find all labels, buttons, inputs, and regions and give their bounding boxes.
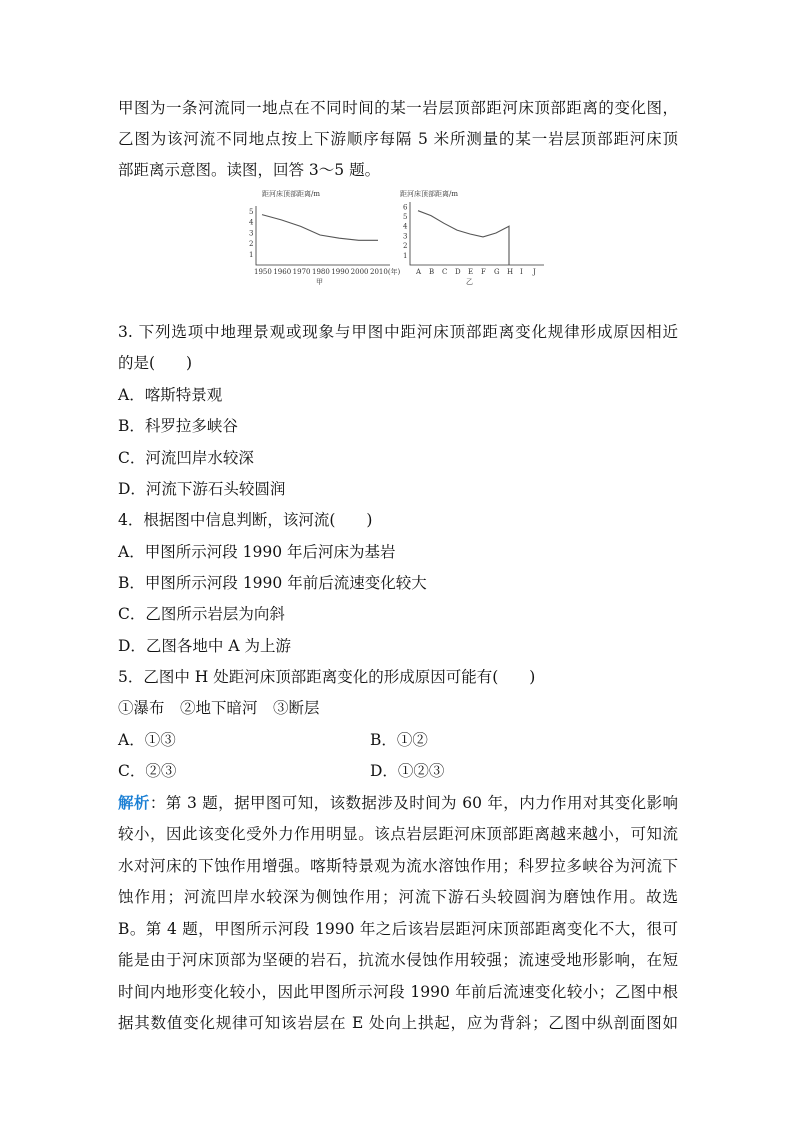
- chart-yi: [394, 186, 554, 286]
- q3-option-b: B．科罗拉多峡谷: [118, 417, 238, 435]
- intro-line-3: 部距离示意图。读图，回答 3～5 题。: [118, 161, 381, 179]
- analysis-line-5: B。第 4 题，甲图所示河段 1990 年之后该岩层距河床顶部距离变化不大，很可: [118, 920, 678, 938]
- chart-yi-x-tick-label: H: [507, 268, 514, 276]
- q4-option-d: D．乙图各地中 A 为上游: [118, 637, 291, 655]
- chart-jia-x-tick-label: 2010(年): [370, 268, 401, 276]
- q5-option-c: C．②③: [118, 762, 177, 780]
- chart-yi-x-tick-label: C: [442, 268, 448, 276]
- q5-option-b: B．①②: [370, 731, 428, 749]
- chart-yi-x-tick-label: J: [533, 268, 536, 276]
- q5-stem: 5．乙图中 H 处距河床顶部距离变化的形成原因可能有( ): [118, 668, 536, 686]
- chart-jia-x-tick-label: 1960: [273, 268, 292, 276]
- q4-option-a: A．甲图所示河段 1990 年后河床为基岩: [118, 543, 396, 561]
- intro-line-2: 乙图为该河流不同地点按上下游顺序每隔 5 米所测量的某一岩层顶部距河床顶: [118, 130, 678, 148]
- q4-option-b: B．甲图所示河段 1990 年前后流速变化较大: [118, 574, 427, 592]
- chart-yi-x-tick-label: G: [494, 268, 500, 276]
- chart-yi-x-tick-label: A: [416, 268, 422, 276]
- chart-yi-y-tick-label: 1: [403, 251, 408, 260]
- analysis-line-8: 据其数值变化规律可知该岩层在 E 处向上拱起，应为背斜；乙图中纵剖面图如: [118, 1014, 678, 1032]
- q4-stem: 4．根据图中信息判断，该河流( ): [118, 511, 373, 529]
- q5-statements: ①瀑布 ②地下暗河 ③断层: [118, 699, 320, 717]
- analysis-line-2: 较小，因此该变化受外力作用明显。该点岩层距河床顶部距离越来越小，可知流: [118, 825, 678, 843]
- chart-yi-x-ticks: [415, 268, 536, 276]
- chart-jia-y-tick-label: 5: [249, 207, 254, 216]
- chart-yi-x-tick-label: I: [520, 268, 523, 276]
- q4-option-c: C．乙图所示岩层为向斜: [118, 605, 285, 623]
- intro-line-1: 甲图为一条河流同一地点在不同时间的某一岩层顶部距河床顶部距离的变化图，: [118, 99, 678, 117]
- q3-option-c: C．河流凹岸水较深: [118, 449, 254, 467]
- chart-jia-x-tick-label: 1970: [292, 268, 311, 276]
- chart-yi-y-ticks: [403, 203, 408, 259]
- chart-jia-y-tick-label: 2: [249, 240, 254, 249]
- chart-yi-y-tick-label: 3: [403, 232, 408, 241]
- chart-yi-axes: [410, 202, 544, 265]
- analysis-label: 解析: [118, 793, 150, 812]
- chart-yi-y-tick-label: 5: [403, 213, 408, 222]
- chart-yi-y-tick-label: 4: [403, 222, 408, 231]
- chart-yi-x-tick-label: D: [455, 268, 461, 276]
- chart-jia-y-tick-label: 1: [249, 250, 254, 259]
- analysis-line-6: 能是由于河床顶部为坚硬的岩石，抗流水侵蚀作用较强；流速受地形影响，在短: [118, 951, 678, 969]
- chart-yi-y-tick-label: 2: [403, 242, 408, 251]
- chart-jia-x-tick-label: 1980: [312, 268, 330, 276]
- chart-jia-title: 距河床顶部距离/m: [262, 190, 320, 198]
- chart-jia-caption: 甲: [316, 278, 323, 286]
- chart-jia-x-tick-label: 2000: [350, 268, 369, 276]
- analysis-line-1: [118, 793, 678, 813]
- chart-yi-title: 距河床顶部距离/m: [400, 190, 458, 198]
- chart-yi-series-line: [418, 211, 509, 265]
- chart-yi-caption: 乙: [466, 278, 473, 286]
- analysis-line-4: 蚀作用；河流凹岸水较深为侧蚀作用；河流下游石头较圆润为磨蚀作用。故选: [118, 888, 678, 906]
- chart-yi-x-tick-label: B: [429, 268, 435, 276]
- chart-yi-y-tick-label: 6: [403, 203, 408, 212]
- chart-jia-series-line: [262, 215, 378, 241]
- chart-yi-svg: [394, 186, 554, 286]
- analysis-line-7: 时间内地形变化较小，因此甲图所示河段 1990 年前后流速变化较小；乙图中根: [118, 983, 678, 1001]
- chart-jia-x-ticks: [254, 267, 401, 276]
- chart-jia-svg: [240, 186, 408, 286]
- q3-option-a: A．喀斯特景观: [118, 386, 223, 404]
- chart-jia-y-tick-label: 3: [249, 229, 254, 238]
- analysis-line-1-text: ：第 3 题，据甲图可知，该数据涉及时间为 60 年，内力作用对其变化影响: [149, 794, 678, 812]
- q3-stem-line-2: 的是( ): [118, 354, 193, 372]
- chart-yi-x-tick-label: E: [468, 268, 474, 276]
- chart-jia-x-tick-label: 1950: [254, 268, 272, 276]
- chart-jia-x-tick-label: 1990: [331, 268, 350, 276]
- chart-jia-y-tick-label: 4: [249, 218, 254, 227]
- q3-option-d: D．河流下游石头较圆润: [118, 480, 286, 498]
- chart-jia-y-ticks: [249, 208, 254, 259]
- q5-option-d: D．①②③: [370, 762, 445, 780]
- chart-yi-x-tick-label: F: [481, 268, 486, 276]
- q5-option-a: A．①③: [118, 731, 176, 749]
- analysis-line-3: 水对河床的下蚀作用增强。喀斯特景观为流水溶蚀作用；科罗拉多峡谷为河流下: [118, 857, 678, 875]
- q3-stem-line-1: 3. 下列选项中地理景观或现象与甲图中距河床顶部距离变化规律形成原因相近: [118, 323, 678, 341]
- chart-jia: [240, 186, 408, 286]
